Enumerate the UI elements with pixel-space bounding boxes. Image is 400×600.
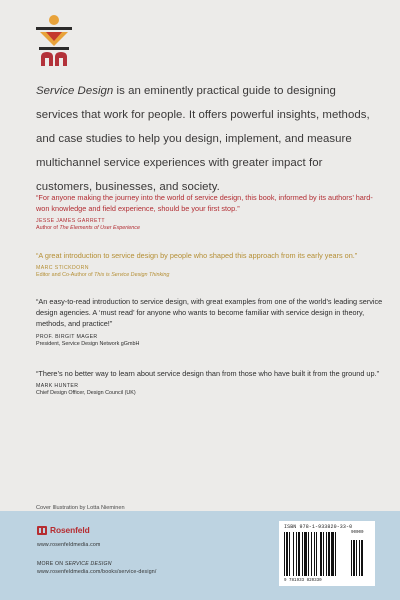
barcode-addon-bar bbox=[351, 540, 352, 576]
publisher-name: Rosenfeld bbox=[50, 525, 90, 535]
endorsement-quote bbox=[36, 296, 386, 348]
barcode-bar bbox=[304, 532, 307, 576]
barcode-bar bbox=[298, 532, 300, 576]
quote-author-name: MARK HUNTER bbox=[36, 383, 79, 390]
quote-author-title-prefix: Author of bbox=[36, 225, 60, 232]
quote-text: “An easy-to-read introduction to service design, with great examples from one of the world’s leading service design agencies. A ‘must read’ for anyone who wants to become familiar with service design in theory, methods, and practice!” bbox=[36, 297, 383, 329]
barcode-bar bbox=[320, 532, 322, 576]
barcode-addon-bar bbox=[359, 540, 360, 576]
barcode-bar bbox=[286, 532, 288, 576]
more-on-prefix: MORE ON bbox=[37, 561, 65, 567]
quote-author-title bbox=[36, 272, 386, 279]
publisher-url[interactable]: www.rosenfeldmedia.com bbox=[37, 542, 101, 548]
barcode-bar bbox=[326, 532, 327, 576]
barcode-bar bbox=[289, 532, 290, 576]
barcode-digits: 9 781933 820330 bbox=[284, 579, 322, 583]
rosenfeld-mark-icon bbox=[37, 526, 47, 535]
intro-book-title: Service Design bbox=[36, 85, 114, 97]
barcode-bar bbox=[296, 532, 297, 576]
barcode-price-code: 90000 bbox=[351, 531, 364, 535]
endorsement-quote bbox=[36, 368, 386, 397]
barcode-bar bbox=[331, 532, 334, 576]
endorsement-quote bbox=[36, 192, 386, 232]
barcode-bar bbox=[328, 532, 330, 576]
barcode-addon-bar bbox=[356, 540, 357, 576]
barcode-bar bbox=[308, 532, 309, 576]
cover-illustration-credit: Cover Illustration by Lotta Nieminen bbox=[36, 505, 125, 511]
book-url[interactable]: www.rosenfeldmedia.com/books/service-design/ bbox=[37, 569, 157, 575]
service-design-logo-icon bbox=[36, 14, 72, 70]
intro-text: is an eminently practical guide to designing services that work for people. It offers powerful insights, methods, and case studies to help you design, implement, and measure multichannel service experiences with greater impact for customers, businesses, and society. bbox=[36, 85, 370, 193]
barcode-addon-bar bbox=[361, 540, 363, 576]
intro-paragraph bbox=[36, 79, 376, 199]
quote-author-name: MARC STICKDORN bbox=[36, 265, 89, 272]
barcode-bar bbox=[284, 532, 285, 576]
quote-author-book: This is Service Design Thinking bbox=[94, 272, 170, 279]
barcode-bar bbox=[293, 532, 294, 576]
barcode-bar bbox=[314, 532, 315, 576]
quote-author-title-prefix: Editor and Co-Author of bbox=[36, 272, 95, 279]
more-on-topic: SERVICE DESIGN bbox=[64, 561, 112, 567]
quote-author-name: PROF. BIRGIT MAGER bbox=[36, 333, 98, 340]
publisher-logo bbox=[37, 525, 90, 535]
quote-author-title: Chief Design Officer, Design Council (UK) bbox=[36, 390, 136, 397]
isbn-barcode bbox=[279, 521, 375, 586]
quote-text: “There’s no better way to learn about service design than from those who have built it from the ground up.” bbox=[36, 369, 380, 378]
quote-text: “A great introduction to service design by people who shaped this approach from its early years on.” bbox=[36, 251, 358, 260]
quote-author-title bbox=[36, 225, 386, 232]
barcode-bars bbox=[284, 532, 370, 578]
quote-text: “For anyone making the journey into the world of service design, this book, informed by its authors’ hard-won knowledge and field experience, should be your first stop.” bbox=[36, 193, 373, 214]
isbn-number: ISBN 978-1-933820-33-0 bbox=[284, 524, 353, 530]
quote-author-name: JESSE JAMES GARRETT bbox=[36, 218, 105, 225]
more-on-label bbox=[37, 561, 112, 567]
barcode-bar bbox=[335, 532, 336, 576]
quote-author-book: The Elements of User Experience bbox=[59, 225, 140, 232]
quote-author-title: President, Service Design Network gGmbH bbox=[36, 340, 140, 347]
endorsement-quote bbox=[36, 250, 386, 279]
barcode-addon-bar bbox=[353, 540, 355, 576]
barcode-bar bbox=[316, 532, 317, 576]
barcode-bar bbox=[311, 532, 312, 576]
barcode-bar bbox=[302, 532, 303, 576]
barcode-bar bbox=[323, 532, 324, 576]
